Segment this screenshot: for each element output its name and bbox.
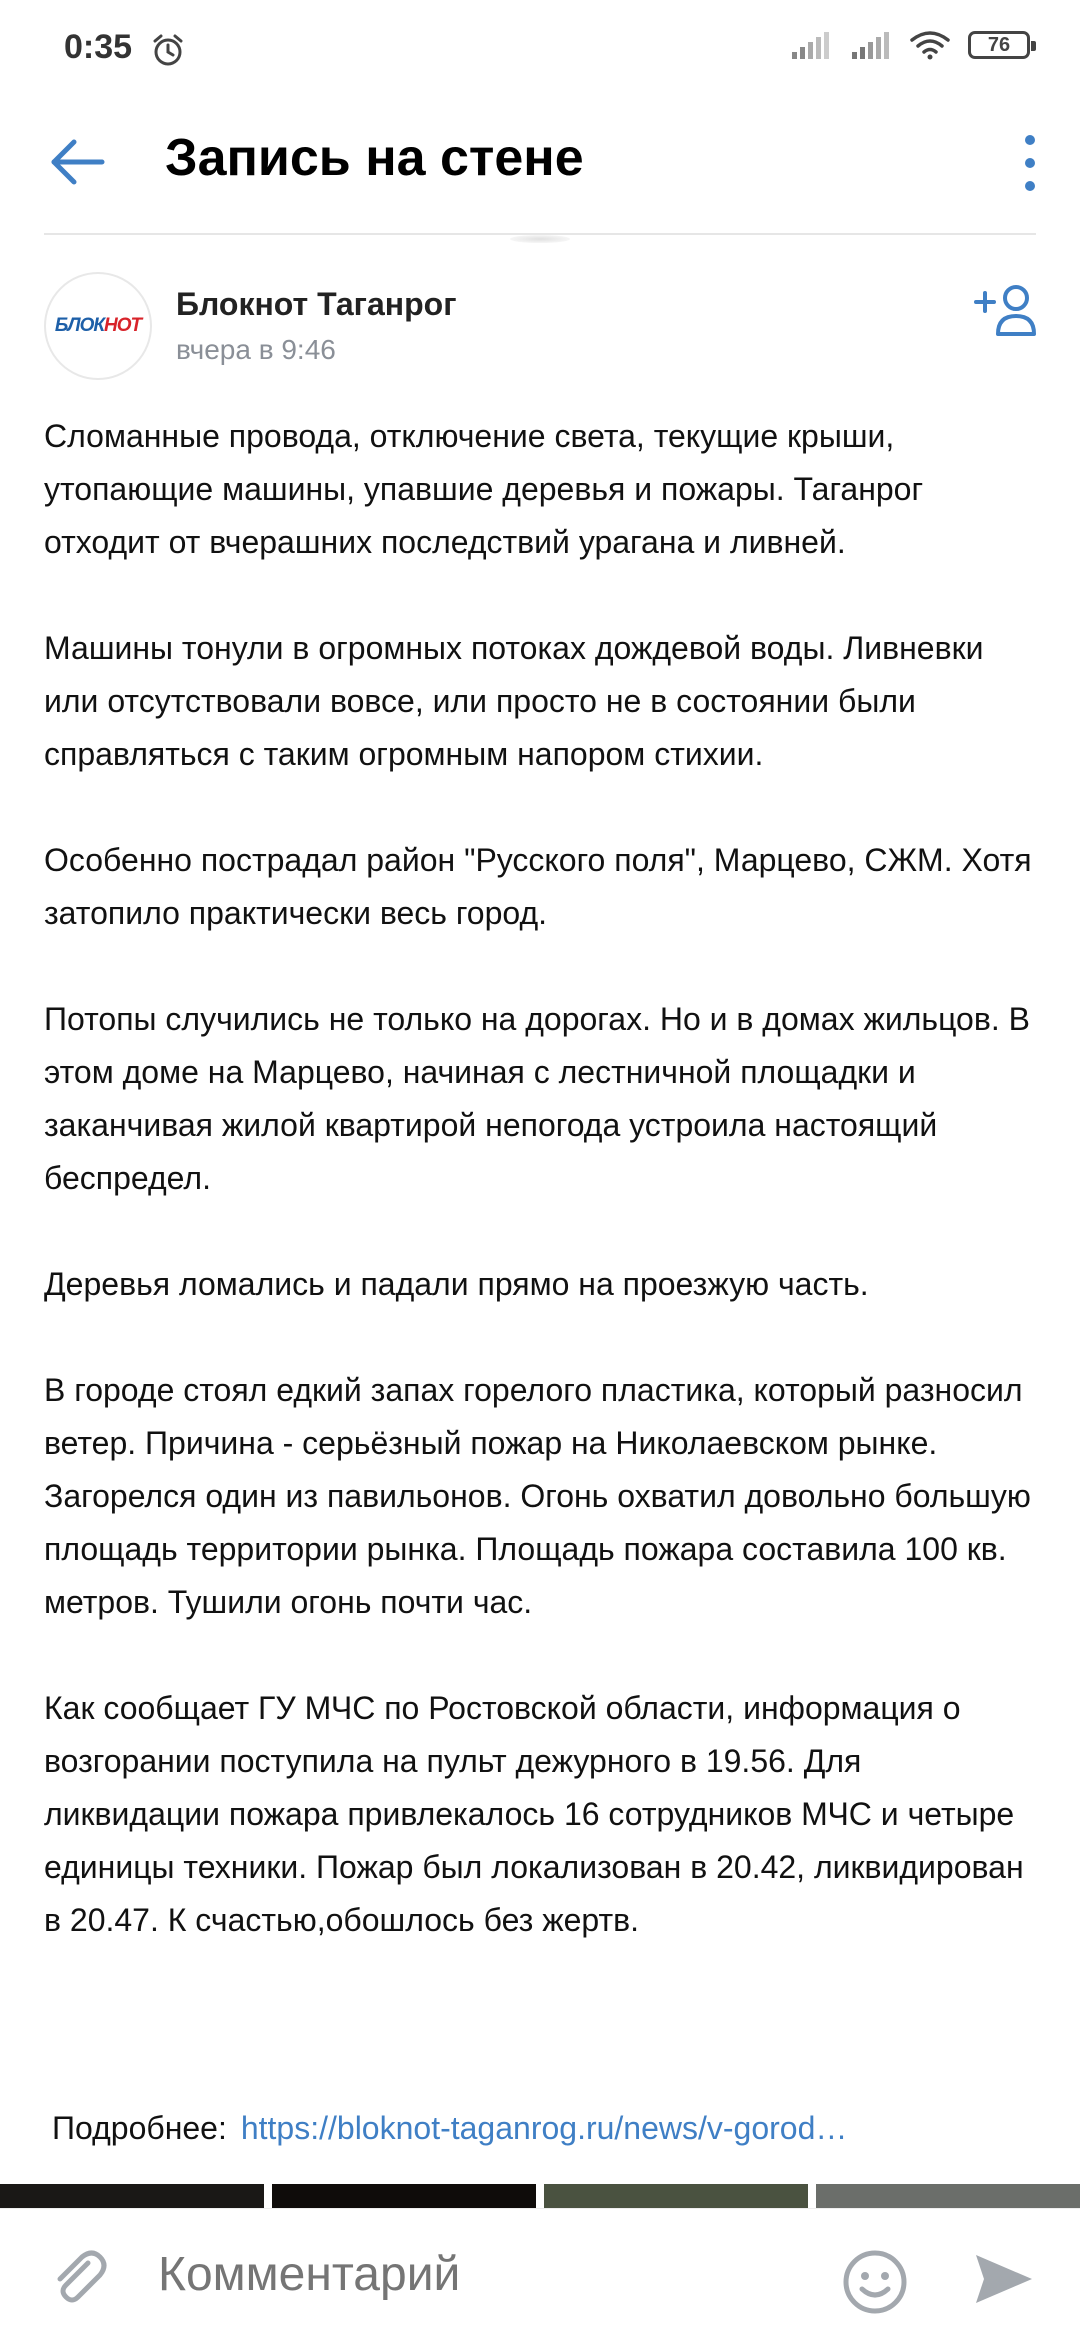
- post-paragraph: Деревья ломались и падали прямо на проезжую часть.: [44, 1266, 869, 1302]
- photo-thumbnail[interactable]: [272, 2184, 536, 2208]
- photo-thumbnail[interactable]: [544, 2184, 808, 2208]
- avatar[interactable]: [44, 272, 152, 380]
- status-time: 0:35: [64, 28, 133, 66]
- app-header: [0, 100, 1080, 235]
- more-line: [52, 2110, 847, 2147]
- more-vertical-icon[interactable]: [1010, 128, 1050, 198]
- photo-strip: [0, 2184, 1080, 2208]
- post-paragraph: Особенно пострадал район "Русского поля", Марцево, СЖМ. Хотя затопило практически весь город.: [44, 842, 1032, 931]
- attach-icon[interactable]: [46, 2245, 110, 2309]
- post-time: вчера в 9:46: [176, 334, 336, 365]
- post-paragraph: Сломанные провода, отключение света, текущие крыши, утопающие машины, упавшие деревья и пожары. Таганрог отходит от вчерашних последствий урагана и ливней.: [44, 418, 924, 560]
- battery-indicator: 76: [968, 31, 1030, 59]
- post-paragraph: Потопы случились не только на дорогах. Но и в домах жильцов. В этом доме на Марцево, начиная с лестничной площадки и заканчивая жилой квартирой непогода устроила настоящий беспредел.: [44, 1001, 1030, 1196]
- post-paragraph: Машины тонули в огромных потоках дождевой воды. Ливневки или отсутствовали вовсе, или просто не в состоянии были справляться с таким огромным напором стихии.: [44, 630, 984, 772]
- post-paragraph: В городе стоял едкий запах горелого пластика, который разносил ветер. Причина - серьёзный пожар на Николаевском рынке. Загорелся один из павильонов. Огонь охватил довольно большую площадь территории рынка. Площадь пожара составила 100 кв. метров. Тушили огонь почти час.: [44, 1372, 1031, 1620]
- more-label: Подробнее:: [52, 2110, 227, 2146]
- add-friend-icon[interactable]: [972, 282, 1038, 338]
- comment-input[interactable]: [158, 2247, 758, 2302]
- wifi-icon: [910, 30, 950, 60]
- emoji-icon[interactable]: [842, 2249, 908, 2315]
- post-paragraph: Как сообщает ГУ МЧС по Ростовской области, информация о возгорании поступила на пульт дежурного в 19.56. Для ликвидации пожара привлекалось 16 сотрудников МЧС и четыре единицы техники. Пожар был локализован в 20.42, ликвидирован в 20.47. К счастью,обошлось без жертв.: [44, 1690, 1024, 1938]
- photo-thumbnail[interactable]: [816, 2184, 1080, 2208]
- avatar-logo: БЛОКНОТ: [54, 315, 142, 336]
- alarm-icon: [150, 32, 186, 68]
- signal-icon: [790, 30, 832, 60]
- back-arrow-icon[interactable]: [46, 130, 110, 194]
- scroll-shadow: [510, 235, 570, 243]
- page-title: Запись на стене: [165, 129, 584, 187]
- post-body: [44, 410, 1044, 2000]
- send-icon[interactable]: [972, 2249, 1036, 2309]
- more-link[interactable]: https://bloknot-taganrog.ru/news/v-gorod…: [240, 2110, 848, 2146]
- signal-icon: [850, 30, 892, 60]
- status-bar: [0, 0, 1080, 100]
- comment-bar: [0, 2208, 1080, 2341]
- author-name[interactable]: Блокнот Таганрог: [176, 286, 457, 322]
- photo-thumbnail[interactable]: [0, 2184, 264, 2208]
